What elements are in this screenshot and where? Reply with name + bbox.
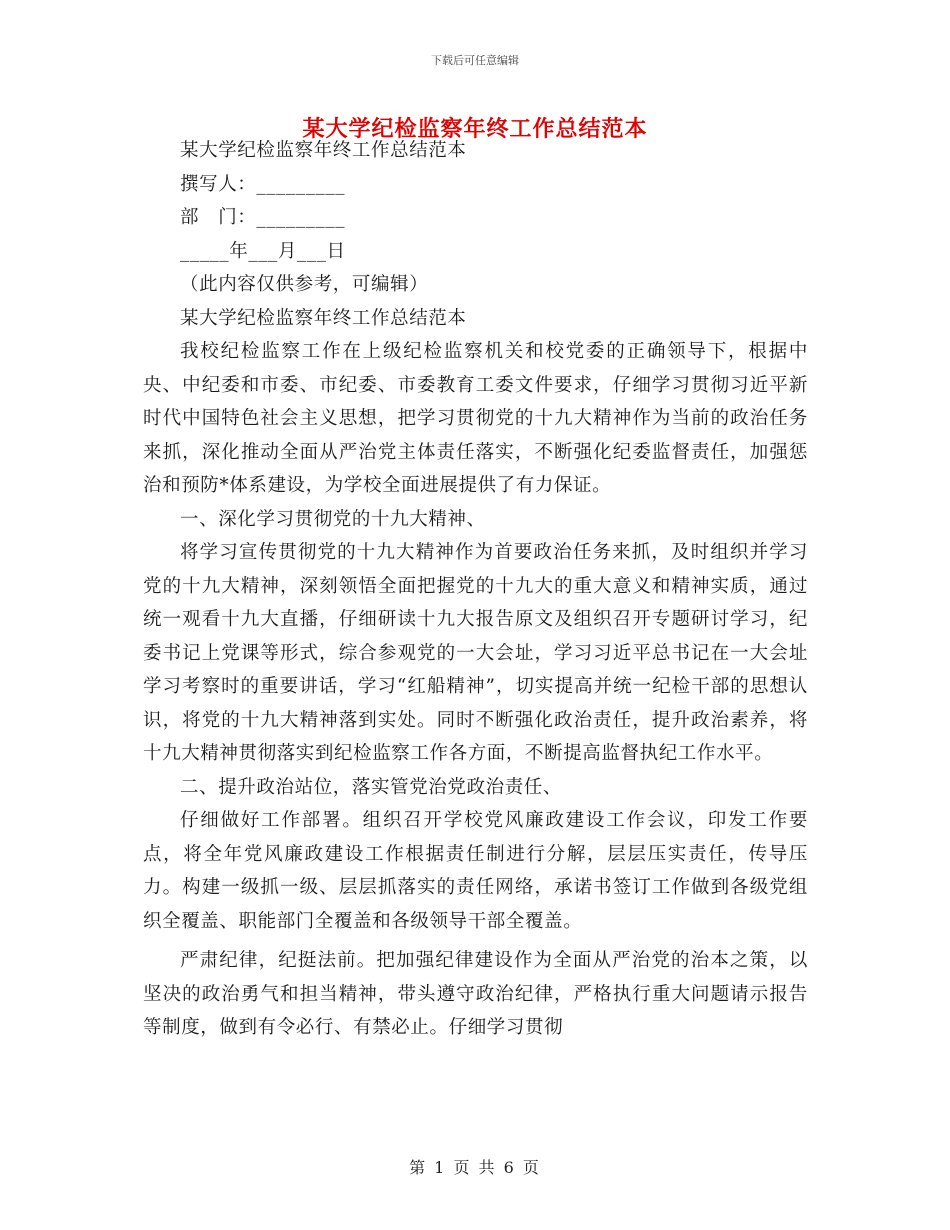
header-note: 下载后可任意编辑 [431,54,519,67]
document-body [143,134,808,1045]
document-title: 某大学纪检监察年终工作总结范本 [302,116,648,142]
section-2-paragraph: 仔细做好工作部署。组织召开学校党风廉政建设工作会议，印发工作要点，将全年党风廉政建设工作根据责任制进行分解，层层压实责任，传导压力。构建一级抓一级、层层抓落实的责任网络，承诺书签订工作做到各级党组织全覆盖、职能部门全覆盖和各级领导干部全覆盖。 [143,810,808,932]
subtitle-line: 某大学纪检监察年终工作总结范本 [180,140,467,161]
intro-paragraph: 我校纪检监察工作在上级纪检监察机关和校党委的正确领导下，根据中央、中纪委和市委、市纪委、市委教育工委文件要求，仔细学习贯彻习近平新时代中国特色社会主义思想，把学习贯彻党的十九大精神作为当前的政治任务来抓，深化推动全面从严治党主体责任落实，不断强化纪委监督责任，加强惩治和预防*体系建设，为学校全面进展提供了有力保证。 [143,341,808,496]
date-line: _____年___月___日 [180,240,346,262]
discipline-paragraph: 严肃纪律，纪挺法前。把加强纪律建设作为全面从严治党的治本之策，以坚决的政治勇气和担当精神，带头遵守政治纪律，严格执行重大问题请示报告等制度，做到有令必行、有禁必止。仔细学习贯彻 [143,950,808,1038]
reference-note: （此内容仅供参考，可编辑） [180,274,429,295]
section-heading-1: 一、深化学习贯彻党的十九大精神、 [180,508,486,530]
page-number: 第 1 页 共 6 页 [409,1158,541,1177]
section-heading-2: 二、提升政治站位，落实管党治党政治责任、 [180,776,563,798]
section-1-paragraph: 将学习宣传贯彻党的十九大精神作为首要政治任务来抓，及时组织并学习党的十九大精神，深刻领悟全面把握党的十九大的重大意义和精神实质，通过统一观看十九大直播，仔细研读十九大报告原文及组织召开专题研讨学习，纪委书记上党课等形式，综合参观党的一大会址，学习习近平总书记在一大会址学习考察时的重要讲话，学习“红船精神”，切实提高并统一纪检干部的思想认识，将党的十九大精神落到实处。同时不断强化政治责任，提升政治素养，将十九大精神贯彻落实到纪检监察工作各方面，不断提高监督执纪工作水平。 [143,542,808,764]
author-line: 撰写人：_________ [180,173,346,195]
repeat-title-line: 某大学纪检监察年终工作总结范本 [180,307,467,329]
department-line: 部 门：_________ [180,207,346,228]
